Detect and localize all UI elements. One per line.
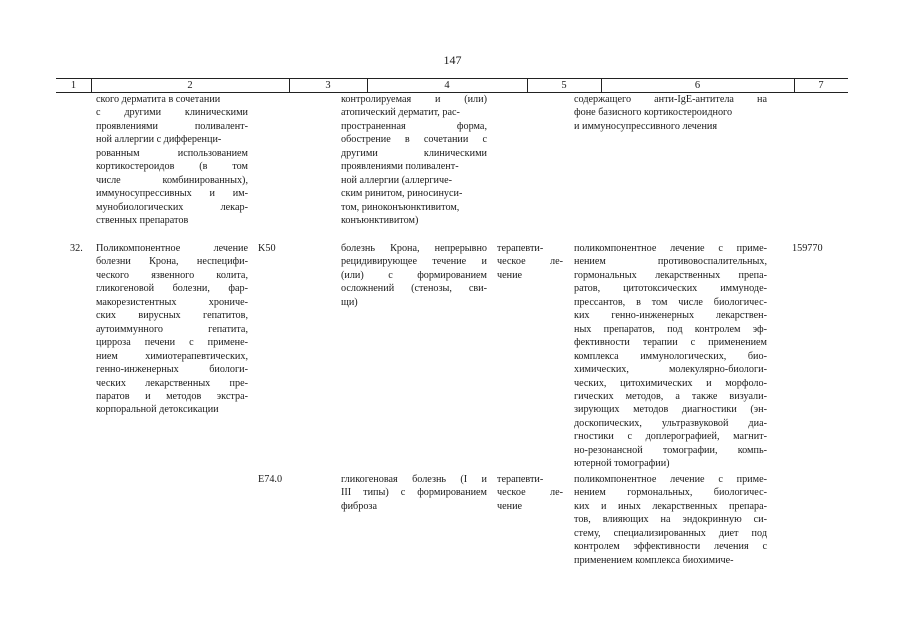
header-col-1: 1 bbox=[70, 80, 77, 91]
header-col-5: 5 bbox=[561, 80, 567, 91]
header-col-4: 4 bbox=[444, 80, 450, 91]
row32-treatment-type-b: терапевти- ческое ле- чение bbox=[497, 474, 563, 512]
header-col-2: 2 bbox=[187, 80, 193, 91]
continuation-diagnosis-text: контролируемая и (или) атопический дерматит, рас- пространенная форма, обострение в сочетании с другими клиническими проявлениями поливалент- ной аллергии (аллергиче- ским ринитом, риносинуси- том, риноконъюнктивитом, конъюнктивитом) bbox=[341, 94, 487, 227]
row32-indication-text: Поликомпонентное лечение болезни Крона, неспецифи- ческого язвенного колита, гликогеновой болезни, фар- макорезистентных хрониче- ских вирусных гепатитов, аутоиммунного гепатита, цирроза печени с применe- нием химиотерапевтических, генно-инженерных биологи- ческих лекарственных пре- паратов и методов экстра- корпоральной детоксикации bbox=[96, 243, 248, 416]
row32-treatment-method-b: поликомпонентное лечение с приме- нением гормональных, биологичес- ких и иных лекарственных препара- тов, влияющих на эндокринную си- стему, специализированных диет под контролем эффективности лечения с применением комплекса биохимиче- bbox=[574, 474, 767, 566]
continuation-treatment-text: содержащего анти-IgE-антитела на фоне базисного кортикостероидного и иммуносупрессивного лечения bbox=[574, 94, 767, 132]
continuation-indication-text: ского дерматита в сочетании с другими клиническими проявлениями поливалент- ной аллергии с дифференци- рованным использованием кортикостероидов (в том числе комбинированных), иммуносупрессивных и им- мунобиологических лекар- ственных препаратов bbox=[96, 94, 248, 227]
header-col-7: 7 bbox=[818, 80, 824, 91]
norm-cost: 159770 bbox=[792, 243, 823, 254]
row32-diagnosis-glycogen: гликогеновая болезнь (I и III типы) с формированием фиброза bbox=[341, 474, 487, 512]
page-number: 147 bbox=[443, 53, 462, 67]
row32-treatment-type-a: терапевти- ческое ле- чение bbox=[497, 243, 563, 281]
icd-code-e74: E74.0 bbox=[258, 474, 283, 485]
header-col-3: 3 bbox=[325, 80, 331, 91]
row-number: 32. bbox=[70, 243, 83, 254]
table-header-row bbox=[56, 78, 848, 93]
icd-code-k50: K50 bbox=[258, 243, 276, 254]
row32-treatment-method-a: поликомпонентное лечение с приме- нением противовоспалительных, гормональных лекарственных препа- ратов, цитотоксических иммуноде- прессантов, в том числе биологичес- ких генно-инженерных лекарствен- ных препаратов, под контролем эф- фективности терапии с применением комплекса иммунологических, био- химических, молекулярно-биологи- ческих, цитохимических и морфоло- гических методов, а также визуали- зирующих методов диагностики (эн- доскопических, ультразвуковой диа- гностики с доплерографией, магнит- но-резонансной томографии, компь- ютерной томографии) bbox=[574, 243, 767, 470]
header-col-6: 6 bbox=[694, 80, 701, 91]
row32-diagnosis-crohn: болезнь Крона, непрерывно рецидивирующее течение и (или) с формированием осложнений (стенозы, сви- щи) bbox=[341, 243, 487, 308]
